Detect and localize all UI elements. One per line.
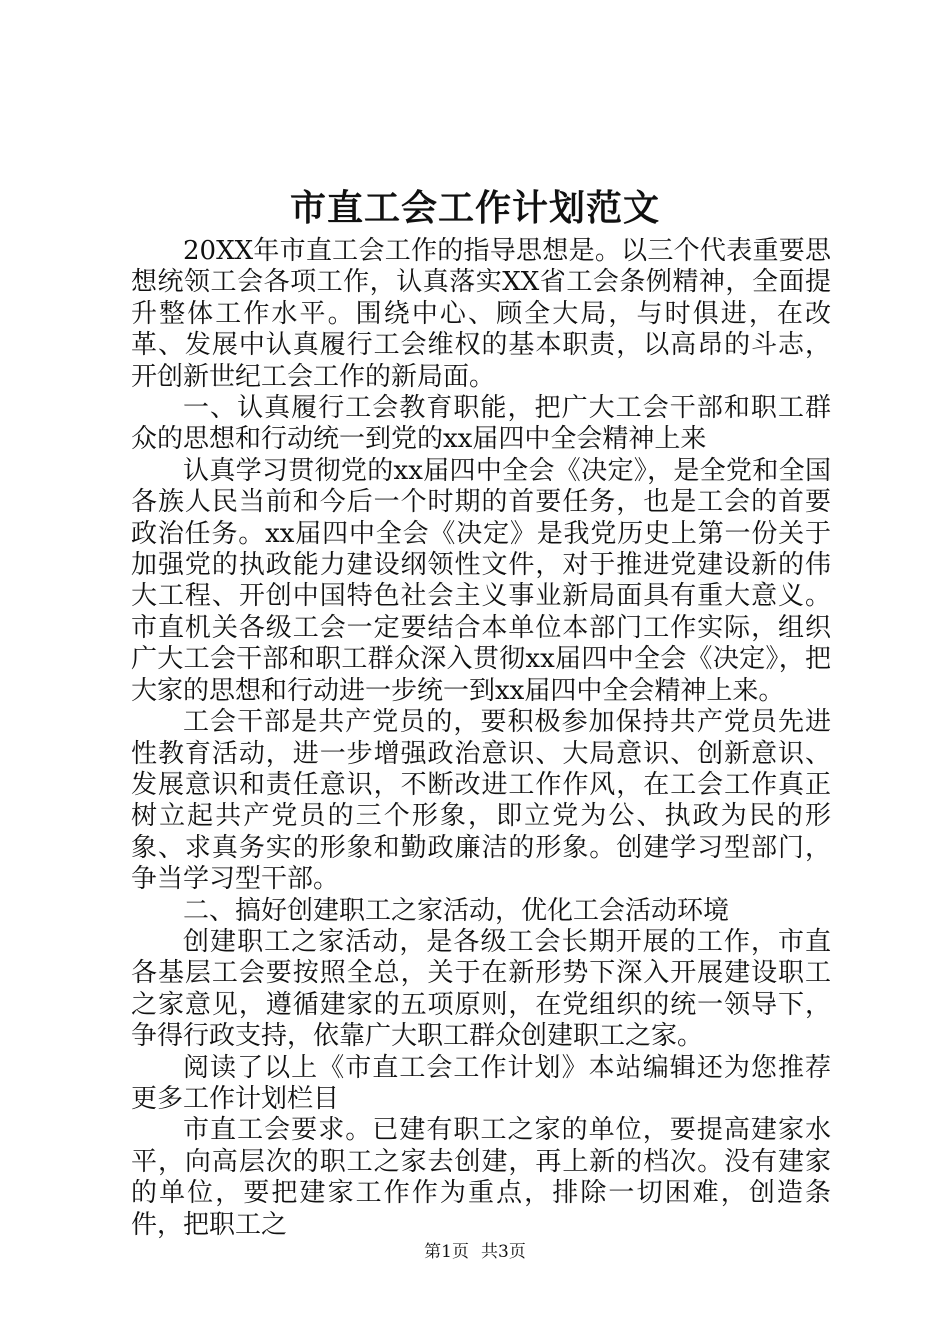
paragraph-study-decision: 认真学习贯彻党的xx届四中全会《决定》，是全党和全国各族人民当前和今后一个时期的首要任务，也是工会的首要政治任务。xx届四中全会《决定》是我党历史上第一份关于加强党的执政能力建设纲领性文件，对于推进党建设新的伟大工程、开创中国特色社会主义事业新局面具有重大意义。市直机关各级工会一定要结合本单位本部门工作实际，组织广大工会干部和职工群众深入贯彻xx届四中全会《决定》，把大家的思想和行动进一步统一到xx届四中全会精神上来。: [131, 455, 831, 706]
paragraph-workers-home: 创建职工之家活动，是各级工会长期开展的工作，市直各基层工会要按照全总，关于在新形势下深入开展建设职工之家意见，遵循建家的五项原则，在党组织的统一领导下，争得行政支持，依靠广大职工群众创建职工之家。: [131, 926, 831, 1052]
paragraph-cadre-education: 工会干部是共产党员的，要积极参加保持共产党员先进性教育活动，进一步增强政治意识、大局意识、创新意识、发展意识和责任意识，不断改进工作作风，在工会工作真正树立起共产党员的三个形象，即立党为公、执政为民的形象、求真务实的形象和勤政廉洁的形象。创建学习型部门，争当学习型干部。: [131, 707, 831, 895]
paragraph-recommendation: 阅读了以上《市直工会工作计划》本站编辑还为您推荐更多工作计划栏目: [131, 1052, 831, 1114]
page-footer: [0, 1240, 950, 1264]
document-title: 市直工会工作计划范文: [289, 187, 660, 229]
page-number: 第1页: [424, 1242, 469, 1262]
section-heading-2: 二、搞好创建职工之家活动，优化工会活动环境: [183, 895, 730, 926]
paragraph-guiding-idea: 20XX年市直工会工作的指导思想是。以三个代表重要思想统领工会各项工作，认真落实XX省工会条例精神，全面提升整体工作水平。围绕中心、顾全大局，与时俱进，在改革、发展中认真履行工会维权的基本职责，以高昂的斗志，开创新世纪工会工作的新局面。: [131, 236, 831, 392]
page-total: 共3页: [481, 1242, 526, 1262]
paragraph-requirements: 市直工会要求。已建有职工之家的单位，要提高建家水平，向高层次的职工之家去创建，再上新的档次。没有建家的单位，要把建家工作作为重点，排除一切困难，创造条件，把职工之: [131, 1115, 831, 1240]
document-body: [131, 236, 831, 1241]
section-heading-1: 一、认真履行工会教育职能，把广大工会干部和职工群众的思想和行动统一到党的xx届四中全会精神上来: [131, 393, 831, 455]
